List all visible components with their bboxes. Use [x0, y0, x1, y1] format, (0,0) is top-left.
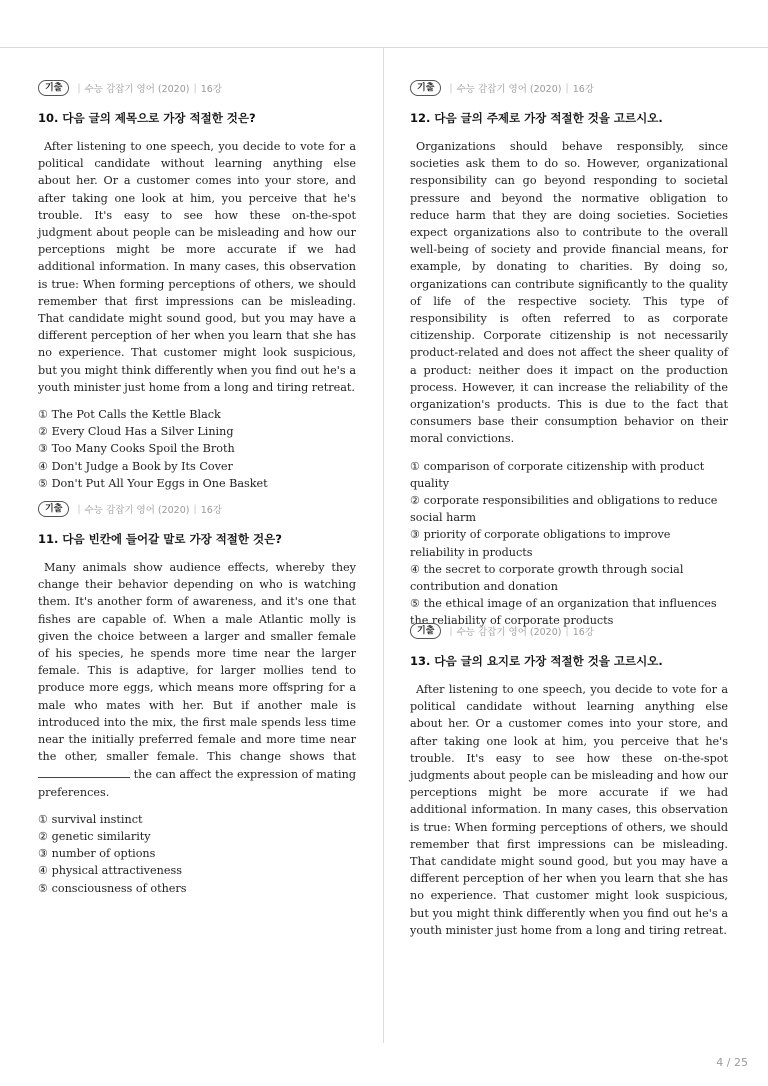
unit-label: 16강	[200, 505, 222, 516]
meta-separator: |	[565, 82, 569, 94]
answer-options	[38, 406, 356, 492]
meta-separator: |	[449, 625, 453, 637]
header-divider	[0, 47, 768, 48]
answer-option[interactable]: ① survival instinct	[38, 812, 143, 826]
question-12	[410, 80, 728, 630]
unit-label: 16강	[200, 84, 222, 95]
passage-text-after-blank: the can affect the expression of mating preferences.	[38, 768, 356, 799]
answer-option[interactable]: ③ number of options	[38, 847, 156, 861]
question-passage	[38, 559, 356, 801]
answer-option[interactable]: ④ physical attractiveness	[38, 864, 182, 878]
meta-separator: |	[565, 625, 569, 637]
answer-blank	[38, 765, 130, 778]
answer-options	[38, 811, 356, 897]
answer-option[interactable]: ⑤ the ethical image of an organization that influences the reliability of corporate products	[410, 597, 717, 628]
unit-label: 16강	[572, 84, 594, 95]
exam-tag-badge: 기출	[410, 80, 441, 96]
page-number: 4 / 25	[716, 1056, 748, 1069]
unit-label: 16강	[572, 627, 594, 638]
question-10	[38, 80, 356, 492]
column-divider	[383, 48, 384, 1043]
question-11	[38, 501, 356, 897]
question-title: 10. 다음 글의 제목으로 가장 적절한 것은?	[38, 111, 256, 125]
question-meta	[410, 80, 728, 96]
answer-option[interactable]: ② corporate responsibilities and obligations to reduce social harm	[410, 494, 718, 525]
question-meta	[38, 80, 356, 96]
exam-tag-badge: 기출	[38, 80, 69, 96]
source-label: 수능 감잡기 영어 (2020)	[84, 84, 190, 95]
question-title: 13. 다음 글의 요지로 가장 적절한 것을 고르시오.	[410, 654, 663, 668]
passage-text-before-blank: Many animals show audience effects, whereby they change their behavior depending on who is watching them. It's another form of awareness, and it's one that fishes are capable of. When a male Atlantic molly is given the choice between a larger and smaller female of his species, he spends more time near the larger female. This is adaptive, for larger mollies tend to produce more eggs, which means more offspring for a male who mates with her. But if another male is introduced into the mix, the first male spends less time near the initially preferred female and more time near the other, smaller female. This change shows that	[38, 561, 356, 764]
question-passage: Organizations should behave responsibly, since societies ask them to do so. However, organizational responsibility can go beyond responding to societal pressure and beyond the normative obligation to reduce harm that they are doing societies. Societies expect organizations also to contribute to the overall well-being of society and provide financial means, for example, by donating to charities. By doing so, organizations can contribute significantly to the quality of life of the respective society. This type of responsibility is often referred to as corporate citizenship. Corporate citizenship is not necessarily product-related and does not affect the sheer quality of a product: neither does it impact on the production process. However, it can increase the reliability of the organization's products. This is due to the fact that consumers base their consumption behavior on their moral convictions.	[410, 140, 728, 446]
answer-option[interactable]: ① The Pot Calls the Kettle Black	[38, 408, 221, 422]
answer-option[interactable]: ⑤ consciousness of others	[38, 881, 187, 895]
answer-option[interactable]: ③ Too Many Cooks Spoil the Broth	[38, 442, 235, 456]
question-meta	[38, 501, 356, 517]
meta-separator: |	[193, 82, 197, 94]
source-label: 수능 감잡기 영어 (2020)	[84, 505, 190, 516]
answer-option[interactable]: ① comparison of corporate citizenship with product quality	[410, 459, 705, 490]
meta-separator: |	[449, 82, 453, 94]
question-meta	[410, 623, 728, 639]
answer-options	[410, 458, 728, 630]
meta-separator: |	[77, 503, 81, 515]
question-passage: After listening to one speech, you decide to vote for a political candidate without learning anything else about her. Or a customer comes into your store, and after taking one look at him, you perceive that he's trouble. It's easy to see how these on-the-spot judgment about people can be misleading and how our perceptions might be more accurate if we had additional information. In many cases, this observation is true: When forming perceptions of others, we should remember that first impressions can be misleading. That candidate might sound good, but you may have a different perception of her when you learn that she has no experience. That customer might look suspicious, but you might think differently when you find out he's a youth minister just home from a long and tiring retreat.	[38, 140, 356, 394]
answer-option[interactable]: ④ Don't Judge a Book by Its Cover	[38, 459, 233, 473]
source-label: 수능 감잡기 영어 (2020)	[456, 627, 562, 638]
exam-tag-badge: 기출	[410, 623, 441, 639]
question-title: 12. 다음 글의 주제로 가장 적절한 것을 고르시오.	[410, 111, 663, 125]
answer-option[interactable]: ② Every Cloud Has a Silver Lining	[38, 425, 234, 439]
answer-option[interactable]: ④ the secret to corporate growth through social contribution and donation	[410, 562, 684, 594]
question-passage: After listening to one speech, you decide to vote for a political candidate without learning anything else about her. Or a customer comes into your store, and after taking one look at him, you perceive that he's trouble. It's easy to see how these on-the-spot judgments about people can be misleading and how our perceptions might be more accurate if we had additional information. In many cases, this observation is true: When forming perceptions of others, we should remember that first impressions can be misleading. That candidate might sound good, but you may have a different perception of her when you learn that she has no experience. That customer might look suspicious, but you might think differently when you find out he's a youth minister just home from a long and tiring retreat.	[410, 683, 728, 937]
question-13	[410, 623, 728, 939]
exam-tag-badge: 기출	[38, 501, 69, 517]
question-title: 11. 다음 빈칸에 들어갈 말로 가장 적절한 것은?	[38, 532, 282, 546]
answer-option[interactable]: ② genetic similarity	[38, 830, 151, 844]
meta-separator: |	[193, 503, 197, 515]
source-label: 수능 감잡기 영어 (2020)	[456, 84, 562, 95]
answer-option[interactable]: ③ priority of corporate obligations to improve reliability in products	[410, 528, 671, 559]
answer-option[interactable]: ⑤ Don't Put All Your Eggs in One Basket	[38, 476, 268, 490]
meta-separator: |	[77, 82, 81, 94]
